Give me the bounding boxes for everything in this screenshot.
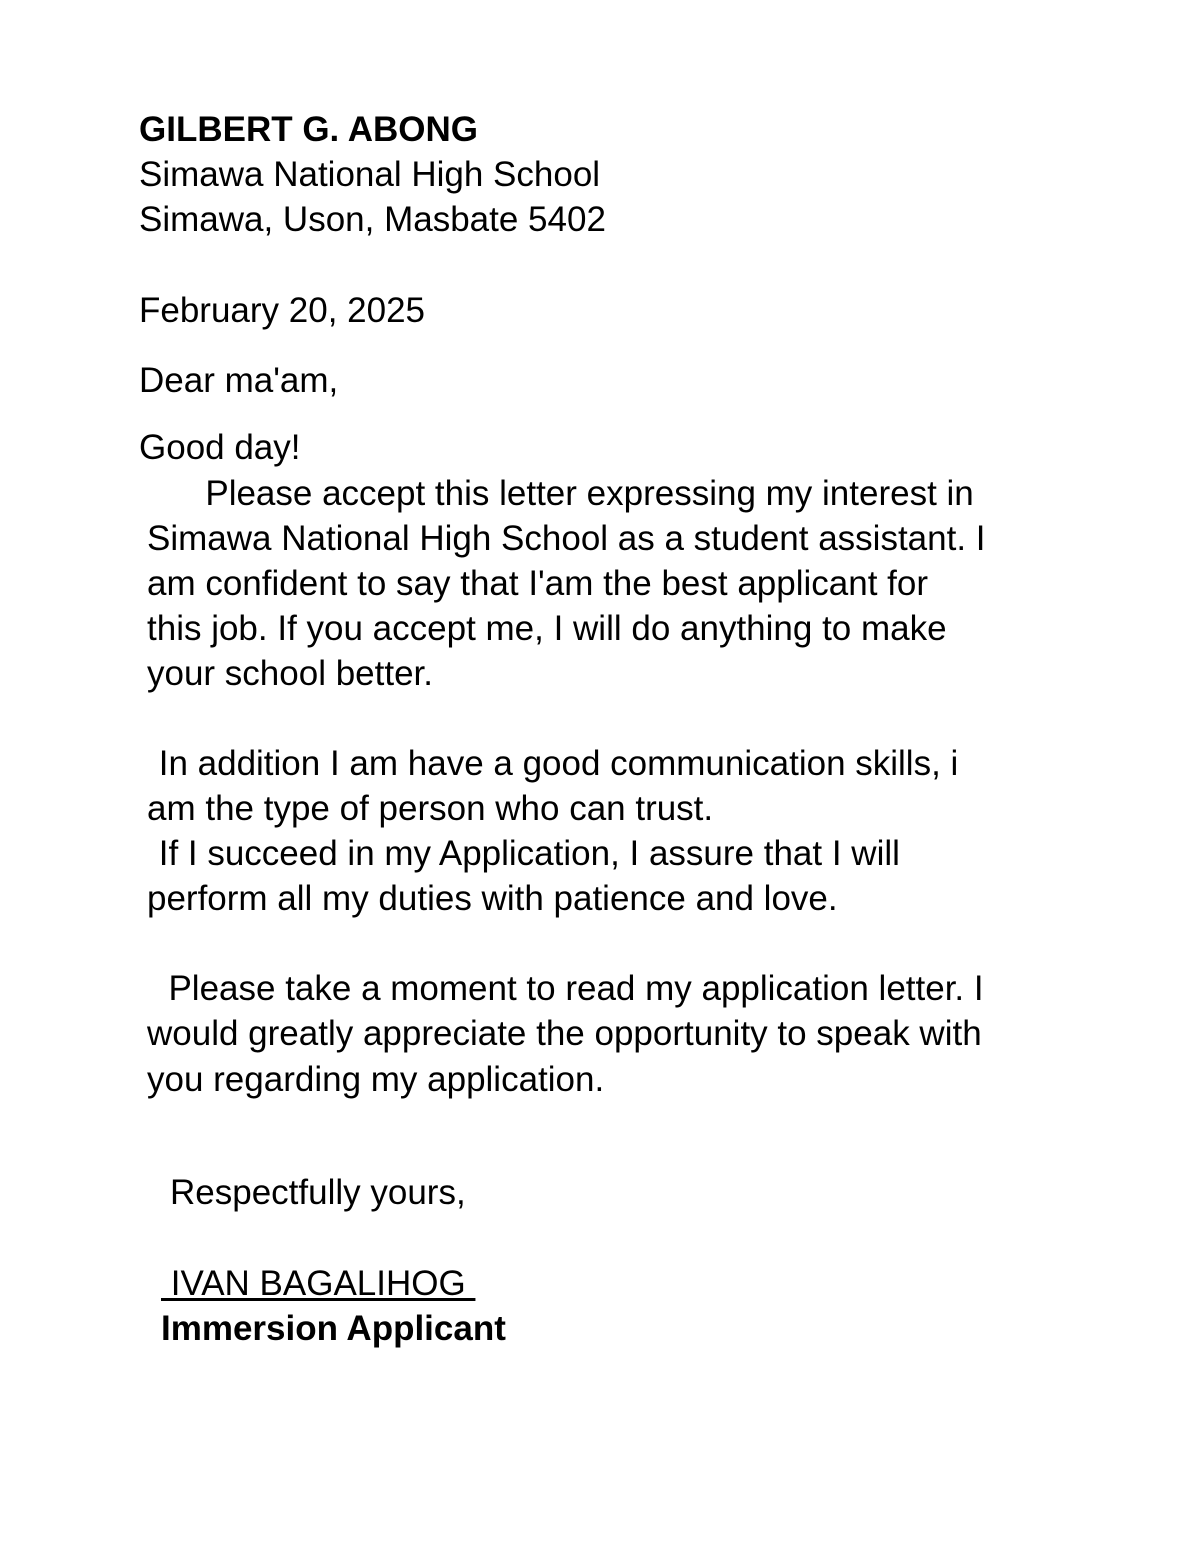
paragraph-1-line-3: am confident to say that I'am the best applicant for (147, 564, 929, 603)
recipient-school: Simawa National High School (139, 155, 601, 194)
paragraph-1-line-1: Please accept this letter expressing my interest in (147, 474, 974, 513)
paragraph-2-line-2: am the type of person who can trust. (147, 789, 714, 828)
paragraph-2-line-1: In addition I am have a good communication skills, i (149, 744, 959, 783)
paragraph-1-line-2: Simawa National High School as a student assistant. I (147, 519, 986, 558)
signature-title: Immersion Applicant (161, 1309, 506, 1348)
paragraph-3-line-2: would greatly appreciate the opportunity to speak with (147, 1014, 982, 1053)
letter-date: February 20, 2025 (139, 291, 426, 330)
paragraph-1-line-5: your school better. (147, 654, 433, 693)
salutation: Dear ma'am, (139, 361, 339, 400)
signature-name: IVAN BAGALIHOG (161, 1264, 476, 1303)
closing: Respectfully yours, (170, 1173, 466, 1212)
recipient-address: Simawa, Uson, Masbate 5402 (139, 200, 606, 239)
paragraph-2-line-4: perform all my duties with patience and love. (147, 879, 838, 918)
paragraph-1-line-4: this job. If you accept me, I will do anything to make (147, 609, 947, 648)
greeting: Good day! (139, 428, 301, 467)
paragraph-2-line-3: If I succeed in my Application, I assure that I will (149, 834, 900, 873)
paragraph-3-line-1: Please take a moment to read my application letter. I (149, 969, 984, 1008)
paragraph-3-line-3: you regarding my application. (147, 1060, 605, 1099)
recipient-name: GILBERT G. ABONG (139, 110, 478, 149)
